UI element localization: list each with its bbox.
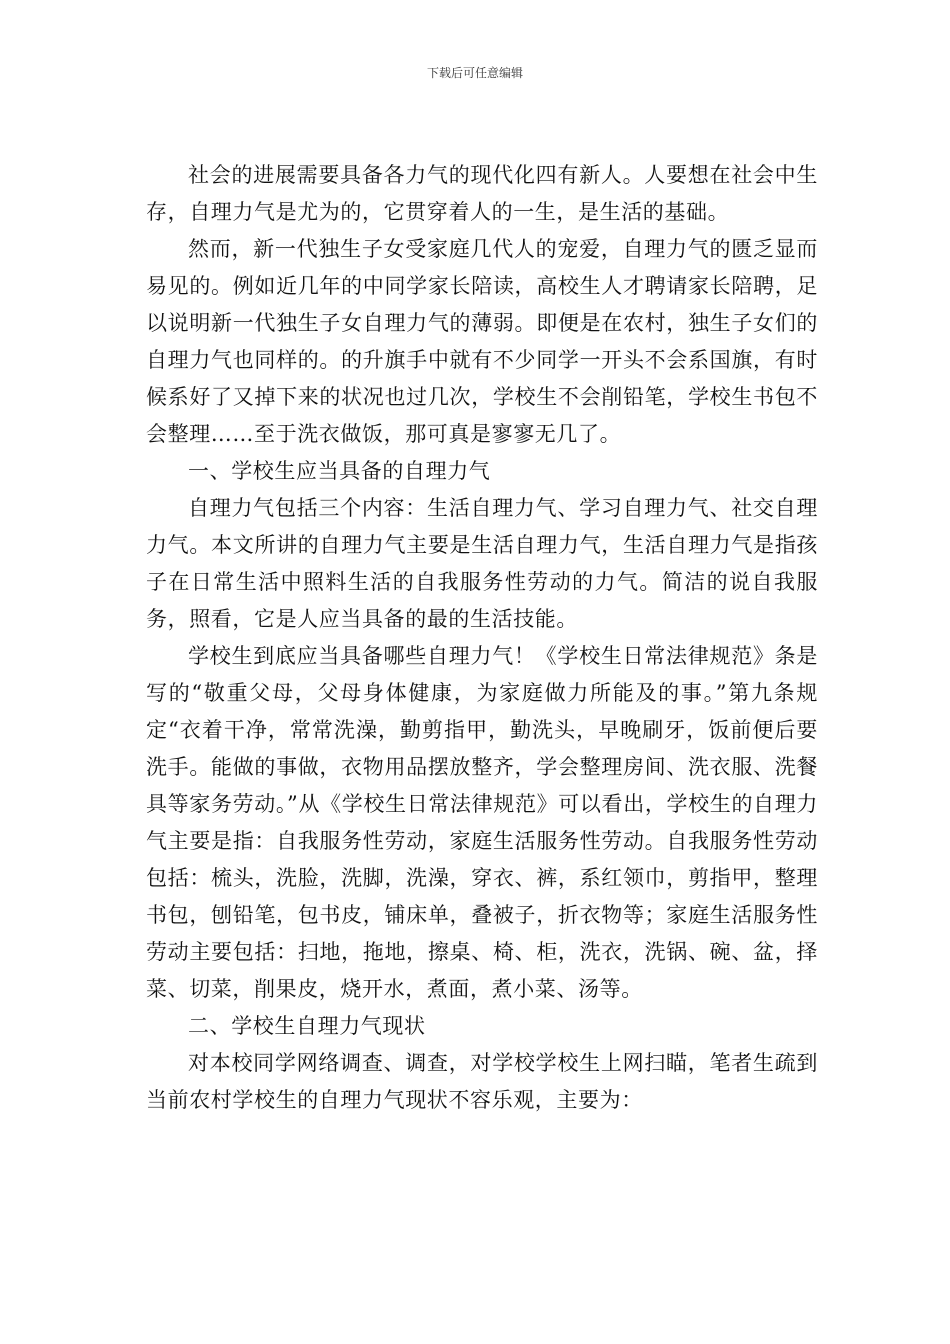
paragraph-background: 然而，新一代独生子女受家庭几代人的宠爱，自理力气的匮乏显而易见的。例如近几年的中同学家长陪读，高校生人才聘请家长陪聘，足以说明新一代独生子女自理力气的薄弱。即便是在农村，独生子女们的自理力气也同样的。的升旗手中就有不少同学一开头不会系国旗，有时候系好了又掉下来的状况也过几次，学校生不会削铅笔，学校生书包不会整理……至于洗衣做饭，那可真是寥寥无几了。	[146, 237, 818, 446]
section-heading-2: 二、学校生自理力气现状	[188, 1014, 426, 1038]
section-heading-1: 一、学校生应当具备的自理力气	[188, 459, 491, 483]
paragraph-definition: 自理力气包括三个内容：生活自理力气、学习自理力气、社交自理力气。本文所讲的自理力气主要是生活自理力气，生活自理力气是指孩子在日常生活中照料生活的自我服务性劳动的力气。简洁的说自我服务，照看，它是人应当具备的最的生活技能。	[146, 496, 818, 631]
paragraph-survey: 对本校同学网络调查、调查，对学校学校生上网扫瞄，笔者生疏到当前农村学校生的自理力气现状不容乐观，主要为：	[146, 1051, 818, 1112]
paragraph-standards: 学校生到底应当具备哪些自理力气！《学校生日常法律规范》条是写的“敬重父母，父母身体健康，为家庭做力所能及的事。”第九条规定“衣着干净，常常洗澡，勤剪指甲，勤洗头，早晚刷牙，饭前便后要洗手。能做的事做，衣物用品摆放整齐，学会整理房间、洗衣服、洗餐具等家务劳动。”从《学校生日常法律规范》可以看出，学校生的自理力气主要是指：自我服务性劳动，家庭生活服务性劳动。自我服务性劳动包括：梳头，洗脸，洗脚，洗澡，穿衣、裤，系红领巾，剪指甲，整理书包，刨铅笔，包书皮，铺床单，叠被子，折衣物等；家庭生活服务性劳动主要包括：扫地，拖地，擦桌、椅、柜，洗衣，洗锅、碗、盆，择菜、切菜，削果皮，烧开水，煮面，煮小菜、汤等。	[146, 644, 818, 1001]
document-body	[146, 157, 818, 1119]
page-header: 下载后可任意编辑	[426, 66, 523, 80]
paragraph-intro: 社会的进展需要具备各力气的现代化四有新人。人要想在社会中生存，自理力气是尤为的，它贯穿着人的一生，是生活的基础。	[146, 163, 818, 224]
